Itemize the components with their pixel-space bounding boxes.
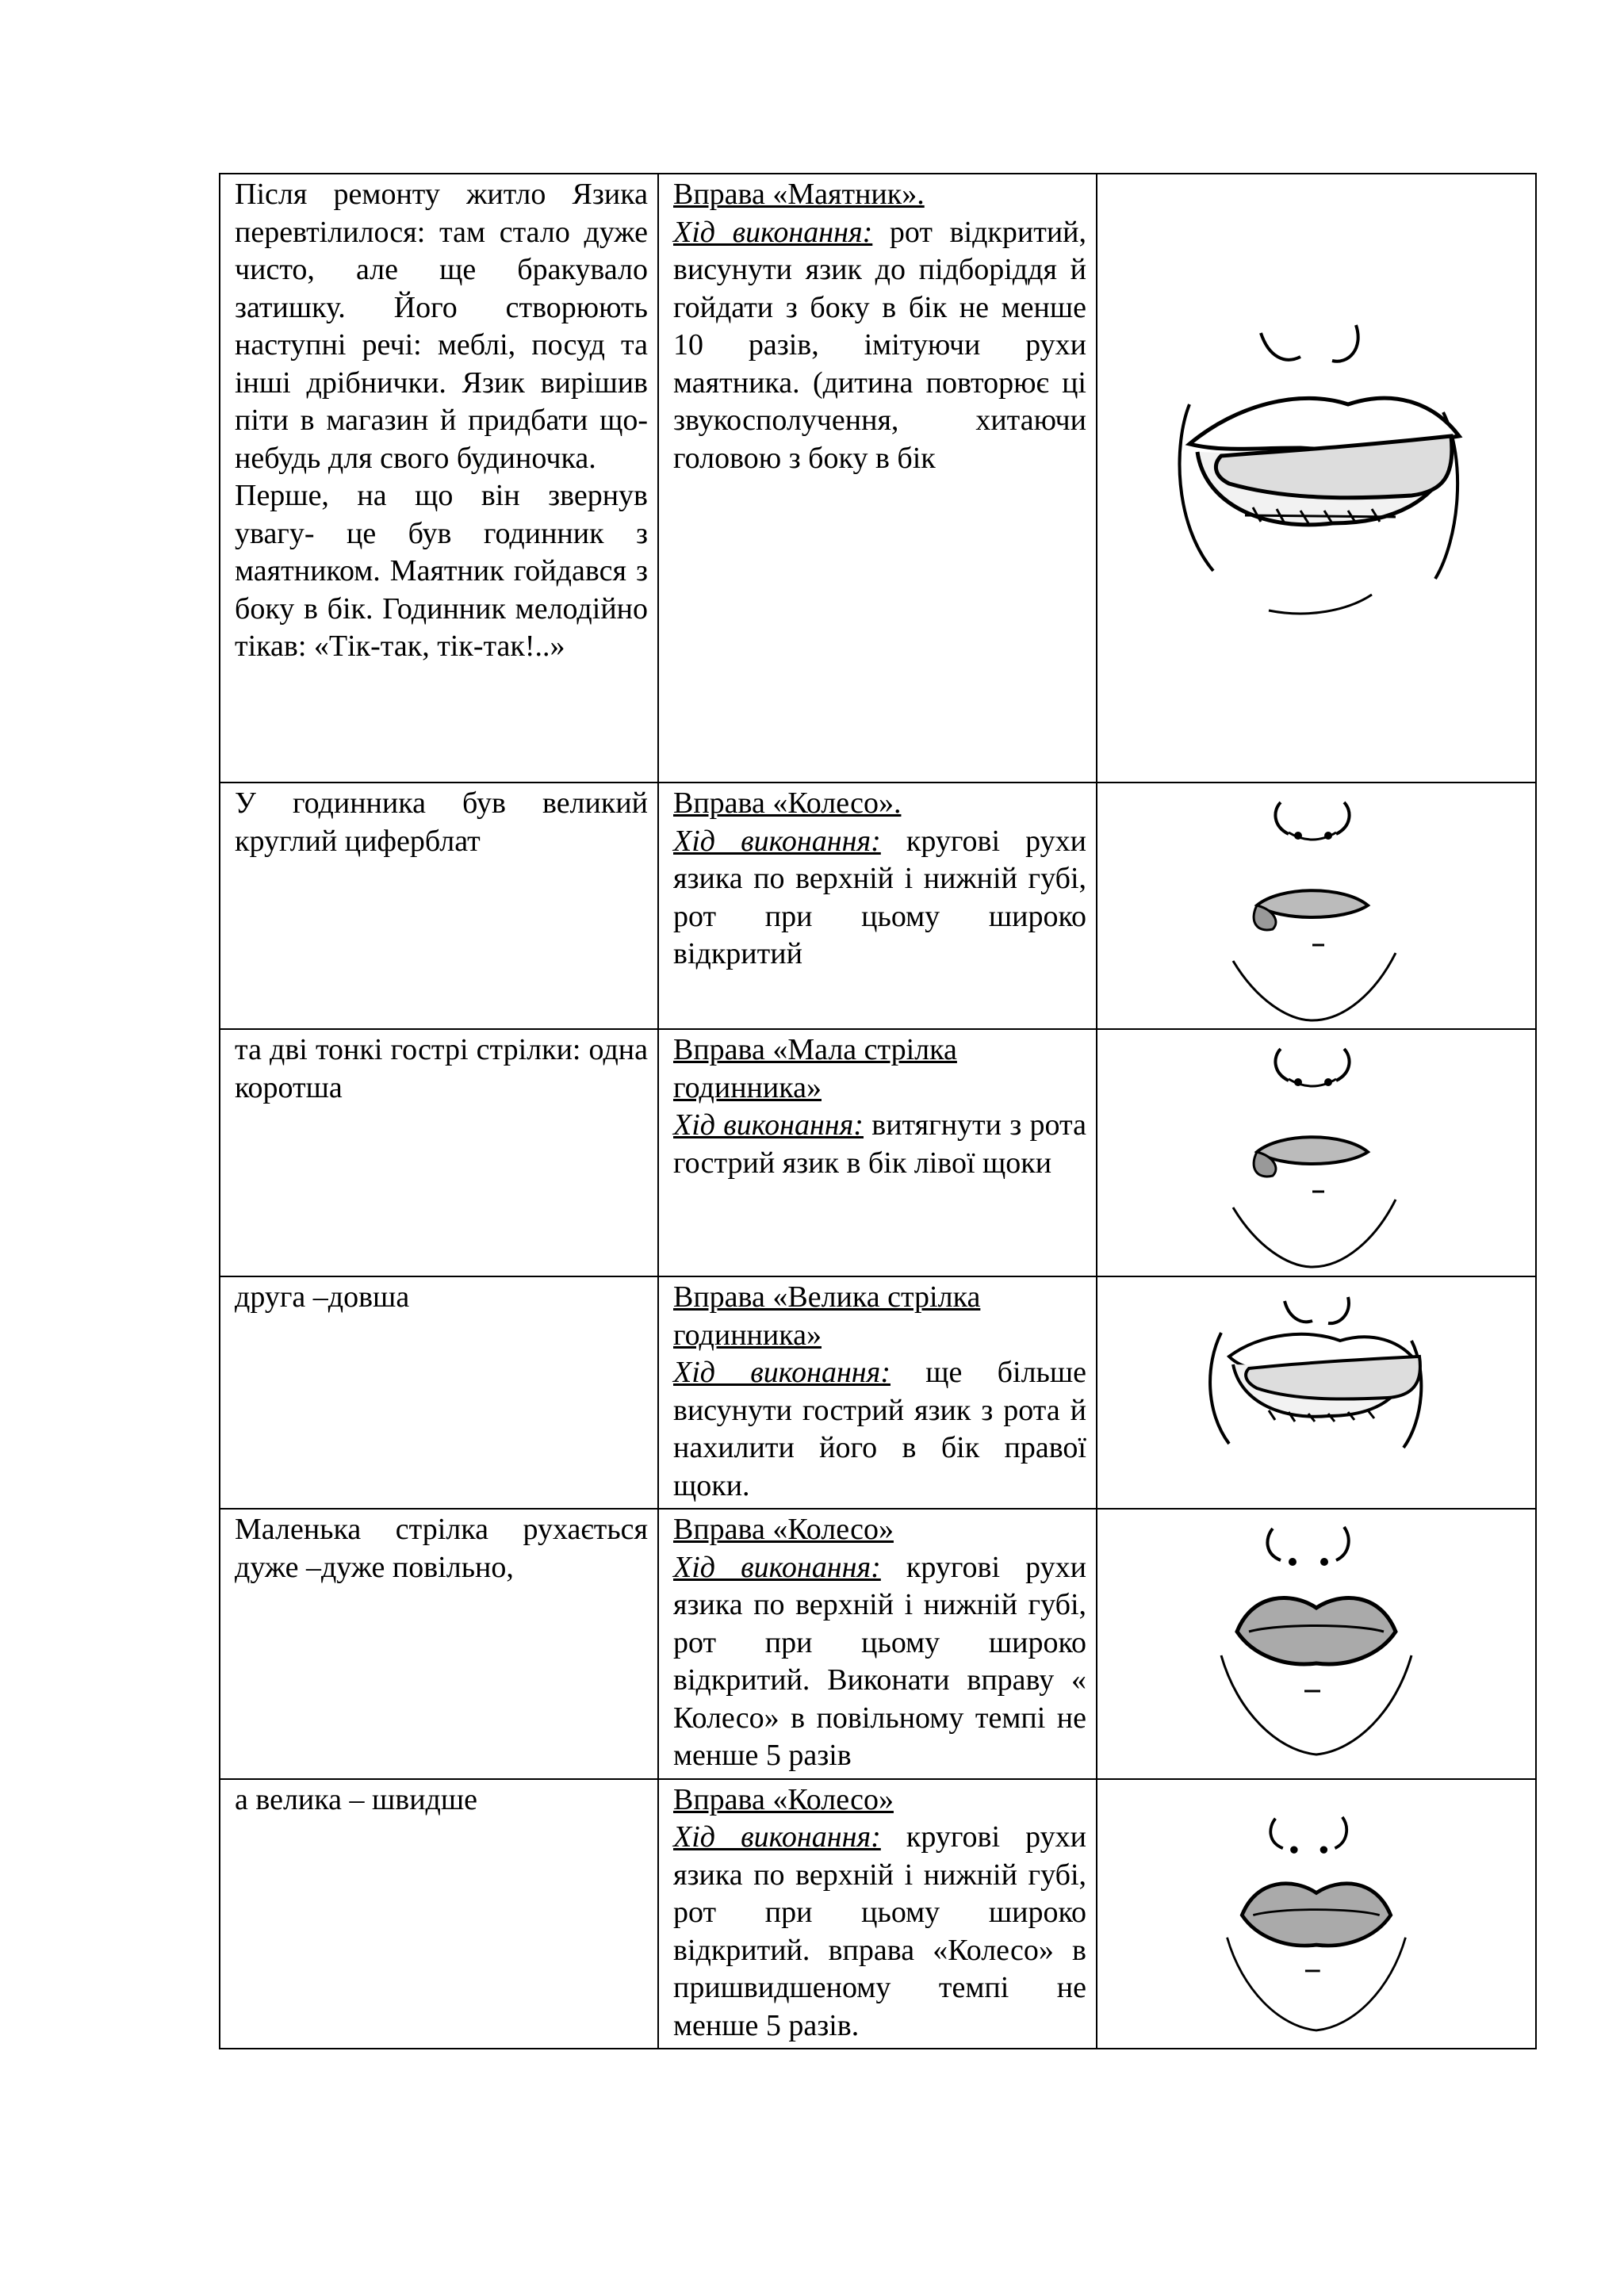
face-wide-mouth-icon bbox=[1213, 1804, 1419, 2042]
exercise-cell bbox=[658, 1029, 1097, 1276]
story-cell bbox=[220, 1509, 658, 1779]
exercise-cell bbox=[658, 1779, 1097, 2049]
execution-label: Хід виконання: bbox=[673, 215, 873, 249]
exercise-description: кругові рухи язика по верхній і нижній губі, рот при цьому широко відкритий. Виконати вправу « Колесо» в повільному темпі не менше 5 разів bbox=[673, 1550, 1086, 1772]
table-row bbox=[220, 1029, 1536, 1276]
execution-label: Хід виконання: bbox=[673, 1550, 881, 1584]
story-cell bbox=[220, 1779, 658, 2049]
exercise-cell bbox=[658, 1276, 1097, 1509]
exercise-cell bbox=[658, 174, 1097, 783]
story-cell bbox=[220, 1029, 658, 1276]
illustration-cell bbox=[1097, 1779, 1536, 2049]
exercise-title: Вправа «Колесо» bbox=[673, 1513, 894, 1546]
exercise-title: Вправа «Колесо». bbox=[673, 786, 902, 820]
mouth-tongue-out-icon bbox=[1197, 1285, 1435, 1483]
exercise-cell bbox=[658, 1509, 1097, 1779]
exercise-description: кругові рухи язика по верхній і нижній губі, рот при цьому широко відкритий bbox=[673, 824, 1086, 970]
exercise-description: витягнути з рота гострий язик в бік лівої щоки bbox=[673, 1108, 1086, 1180]
story-paragraph: Перше, на що він звернув увагу- це був годинник з маятником. Маятник гойдався з боку в бік. Годинник мелодійно тікав: «Тік-так, тік-так!..» bbox=[235, 479, 648, 663]
execution-label: Хід виконання: bbox=[673, 824, 881, 858]
exercise-title: Вправа «Маятник». bbox=[673, 178, 925, 211]
face-wide-mouth-icon bbox=[1213, 1513, 1419, 1766]
table-row bbox=[220, 1509, 1536, 1779]
illustration-cell bbox=[1097, 1276, 1536, 1509]
exercise-description: ще більше висунути гострий язик з рота й нахилити його в бік правої щоки. bbox=[673, 1356, 1086, 1502]
illustration-cell bbox=[1097, 174, 1536, 783]
exercise-title: Вправа «Колесо» bbox=[673, 1782, 894, 1816]
exercise-cell bbox=[658, 783, 1097, 1029]
exercise-description: рот відкритий, висунути язик до підборіддя й гойдати з боку в бік не менше 10 разів, імітуючи рухи маятника. (дитина повторює ці звукосполучення, хитаючи головою з боку в бік bbox=[673, 215, 1086, 475]
story-cell bbox=[220, 783, 658, 1029]
illustration-cell bbox=[1097, 1509, 1536, 1779]
story-paragraph: У годинника був великий круглий циферблат bbox=[235, 786, 648, 858]
mouth-tongue-out-icon bbox=[1142, 285, 1491, 650]
execution-label: Хід виконання: bbox=[673, 1356, 891, 1389]
story-paragraph: та дві тонкі гострі стрілки: одна коротша bbox=[235, 1033, 648, 1104]
table-row bbox=[220, 1276, 1536, 1509]
story-paragraph: Маленька стрілка рухається дуже –дуже повільно, bbox=[235, 1513, 648, 1584]
story-cell bbox=[220, 1276, 658, 1509]
face-tongue-left-icon bbox=[1225, 1033, 1408, 1271]
exercise-title: Вправа «Мала стрілка годинника» bbox=[673, 1033, 957, 1104]
exercise-title: Вправа «Велика стрілка годинника» bbox=[673, 1280, 981, 1352]
story-paragraph: а велика – швидше bbox=[235, 1782, 478, 1816]
table-row bbox=[220, 783, 1536, 1029]
story-cell bbox=[220, 174, 658, 783]
illustration-cell bbox=[1097, 783, 1536, 1029]
execution-label: Хід виконання: bbox=[673, 1108, 864, 1142]
exercise-description: кругові рухи язика по верхній і нижній губі, рот при цьому широко відкритий. вправа «Колесо» в пришвидшеному темпі не менше 5 разів. bbox=[673, 1820, 1086, 2042]
table-row bbox=[220, 1779, 1536, 2049]
illustration-cell bbox=[1097, 1029, 1536, 1276]
execution-label: Хід виконання: bbox=[673, 1820, 881, 1854]
story-paragraph: друга –довша bbox=[235, 1280, 410, 1314]
exercise-table bbox=[219, 173, 1537, 2049]
face-tongue-left-icon bbox=[1225, 786, 1408, 1024]
story-paragraph: Після ремонту житло Язика перевтілилося: там стало дуже чисто, але ще бракувало затишку. Його створюють наступні речі: меблі, посуд та інші дрібнички. Язик вирішив піти в магазин й придбати що-небудь для свого будиночка. bbox=[235, 178, 648, 475]
table-row bbox=[220, 174, 1536, 783]
